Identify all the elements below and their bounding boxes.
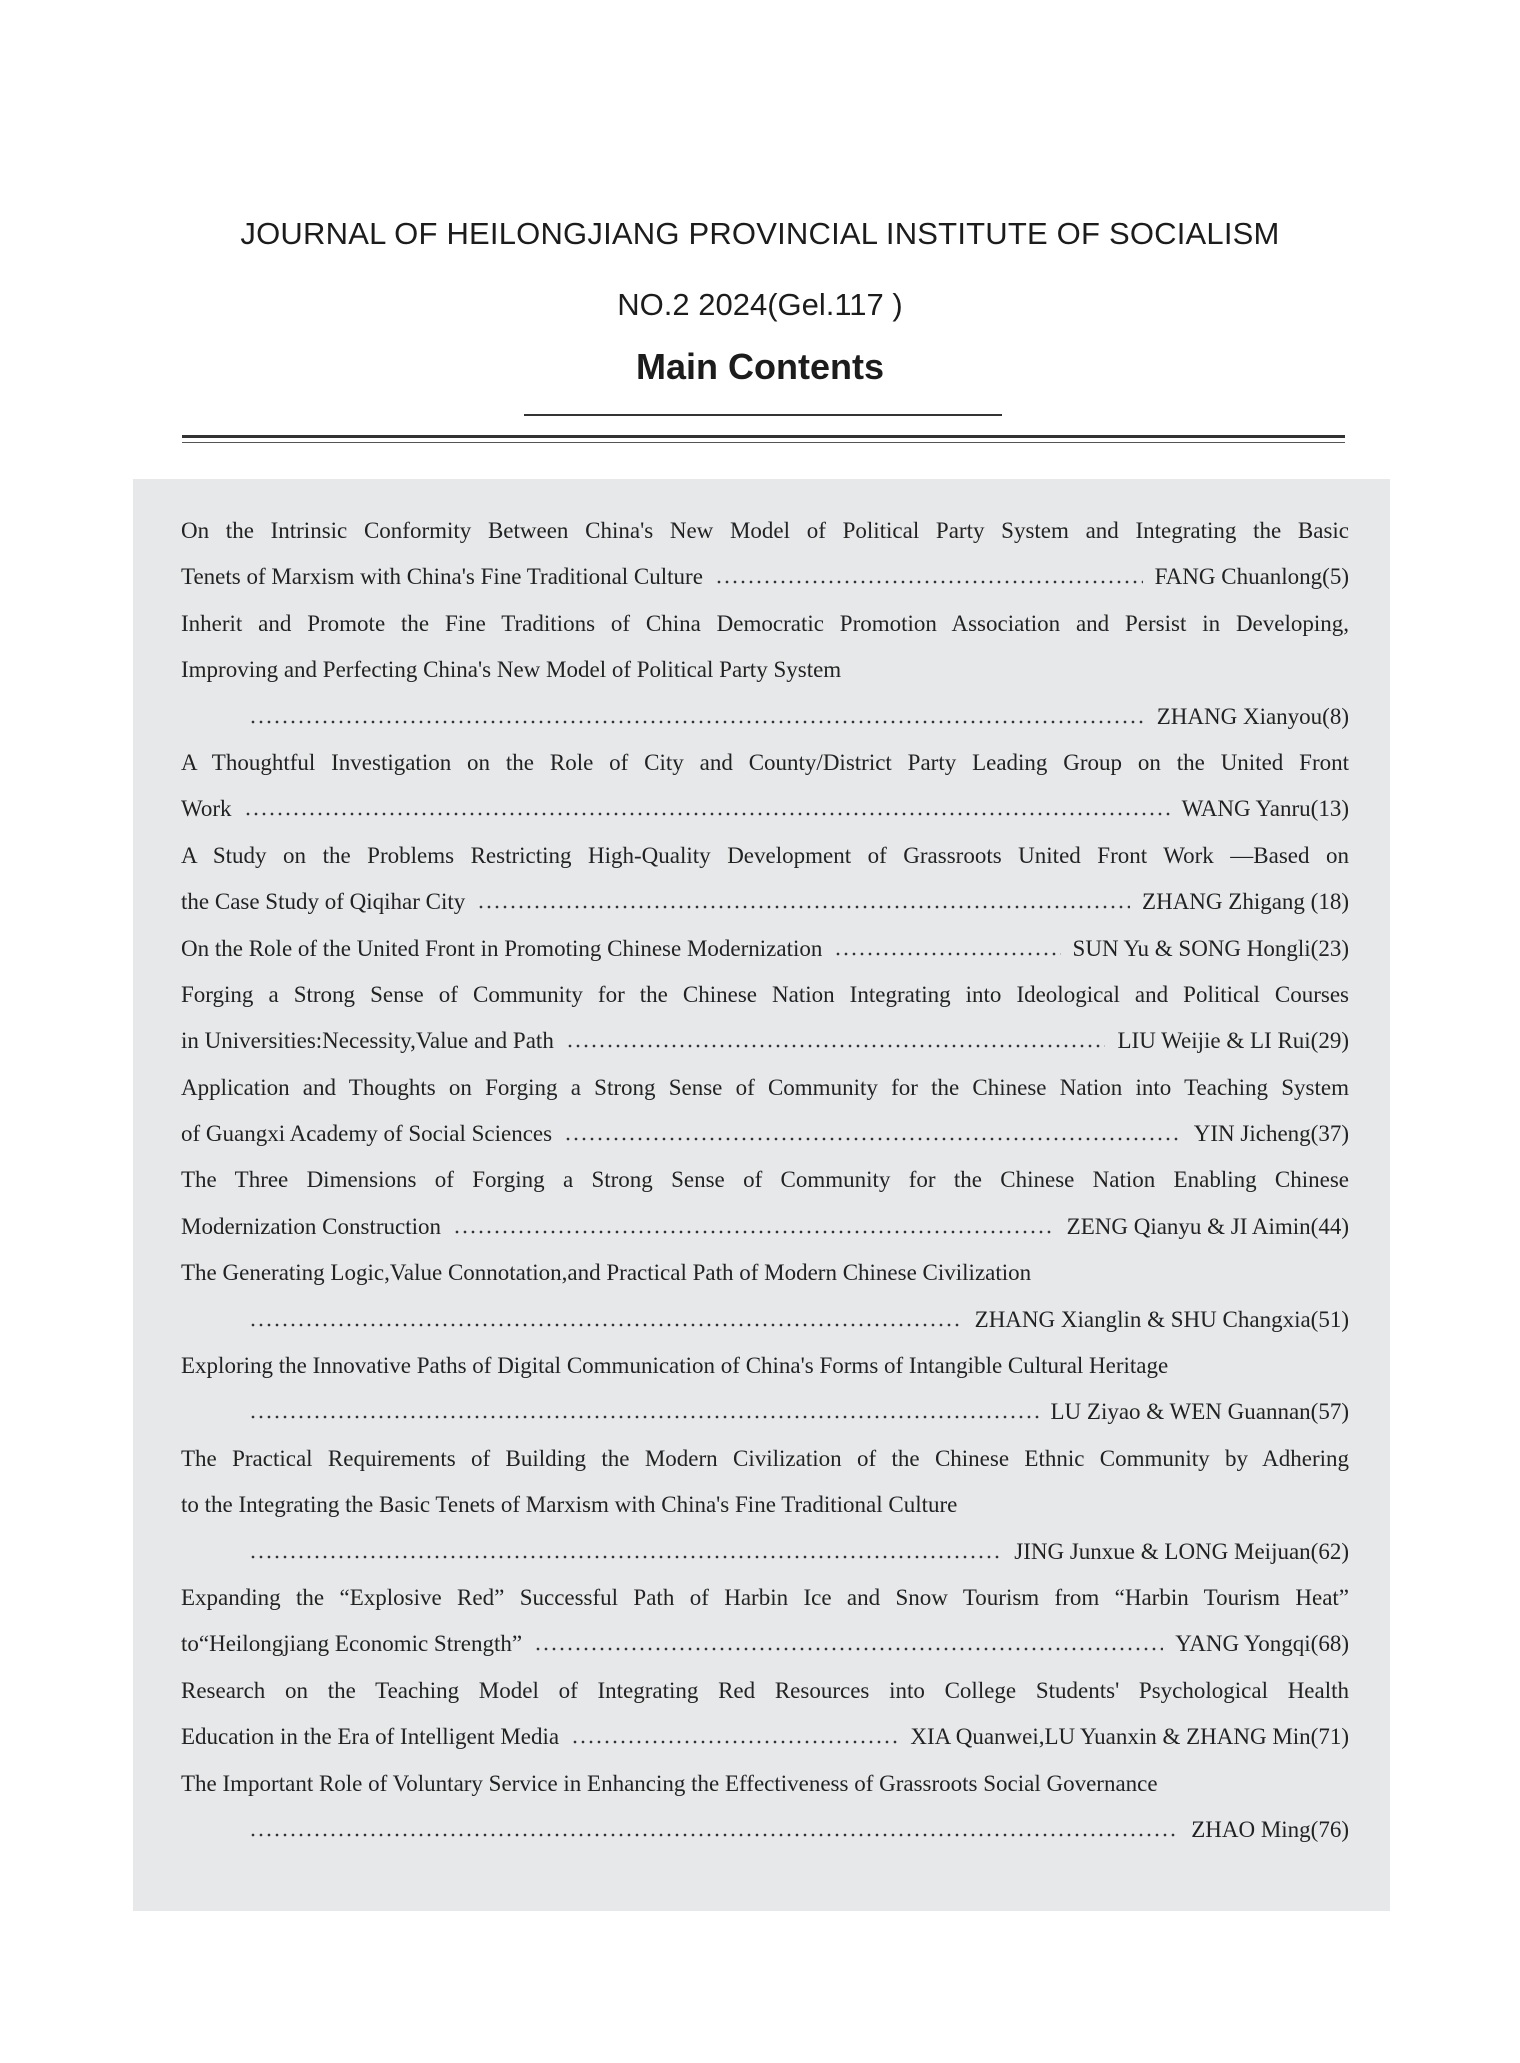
toc-line [181, 1807, 1349, 1853]
toc-line [181, 1065, 1349, 1111]
toc-entry-text: the Case Study of Qiqihar City [181, 889, 466, 915]
toc-entry-text: Forging a Strong Sense of Community for the Chinese Nation Integrating into Ideological and Political Courses [181, 981, 1349, 1007]
toc-entry-author-page: LIU Weijie & LI Rui(29) [1117, 1028, 1349, 1054]
toc-entry-text: of Guangxi Academy of Social Sciences [181, 1121, 553, 1147]
toc-line [181, 786, 1349, 832]
toc-entry-text: Education in the Era of Intelligent Media [181, 1724, 560, 1750]
toc-line [181, 647, 1349, 693]
dot-leader [249, 694, 1145, 740]
toc-entry-text: The Three Dimensions of Forging a Strong Sense of Community for the Chinese Nation Enabling Chinese [181, 1167, 1349, 1193]
toc-entry-author-page: JING Junxue & LONG Meijuan(62) [1014, 1538, 1349, 1564]
dot-leader [244, 786, 1170, 832]
toc-line [181, 1204, 1349, 1250]
toc-entry-author-page: ZHANG Xianyou(8) [1156, 703, 1349, 729]
toc-entry-author-page: LU Ziyao & WEN Guannan(57) [1050, 1399, 1349, 1425]
toc-entry-author-page: ZHANG Zhigang (18) [1142, 889, 1349, 915]
toc-entry-text: to the Integrating the Basic Tenets of Marxism with China's Fine Traditional Culture [181, 1492, 958, 1518]
toc-line [181, 926, 1349, 972]
toc-line [181, 1343, 1349, 1389]
issue-number: NO.2 2024(Gel.117 ) [617, 287, 903, 322]
toc-line [181, 1668, 1349, 1714]
toc-line [181, 1157, 1349, 1203]
dot-leader [566, 1018, 1106, 1064]
toc-line [181, 1761, 1349, 1807]
toc-entry-author-page: ZENG Qianyu & JI Aimin(44) [1066, 1213, 1349, 1239]
toc-entry-text: The Practical Requirements of Building the Modern Civilization of the Chinese Ethnic Community by Adhering [181, 1445, 1349, 1471]
toc-line [181, 694, 1349, 740]
page-title: Main Contents [636, 346, 884, 387]
toc-entry-author-page: YANG Yongqi(68) [1175, 1631, 1349, 1657]
toc-line [181, 879, 1349, 925]
toc-entry-text: The Important Role of Voluntary Service in Enhancing the Effectiveness of Grassroots Social Governance [181, 1770, 1158, 1796]
toc-line [181, 1529, 1349, 1575]
toc-line [181, 1621, 1349, 1667]
dot-leader [477, 879, 1130, 925]
dot-leader [249, 1807, 1179, 1853]
dot-leader [834, 926, 1060, 972]
dot-leader [534, 1621, 1163, 1667]
toc-entry-text: Modernization Construction [181, 1213, 441, 1239]
toc-entry-text: Work [181, 796, 232, 822]
toc-entry-text: Inherit and Promote the Fine Traditions of China Democratic Promotion Association and Persist in Developing, [181, 610, 1349, 636]
toc-line [181, 1482, 1349, 1528]
toc-entry-text: to“Heilongjiang Economic Strength” [181, 1631, 523, 1657]
dot-leader [249, 1297, 963, 1343]
toc-line [181, 601, 1349, 647]
dot-leader [564, 1111, 1182, 1157]
toc-entry-author-page: FANG Chuanlong(5) [1154, 564, 1349, 590]
toc-entry-text: Application and Thoughts on Forging a Strong Sense of Community for the Chinese Nation into Teaching System [181, 1074, 1349, 1100]
toc-line [181, 1436, 1349, 1482]
toc-entry-text: in Universities:Necessity,Value and Path [181, 1028, 554, 1054]
toc-line [181, 1297, 1349, 1343]
toc-entry-text: Expanding the “Explosive Red” Successful Path of Harbin Ice and Snow Tourism from “Harbin Tourism Heat” [181, 1584, 1349, 1610]
journal-title: JOURNAL OF HEILONGJIANG PROVINCIAL INSTITUTE OF SOCIALISM [240, 216, 1280, 251]
toc-entry-text: Tenets of Marxism with China's Fine Traditional Culture [181, 564, 703, 590]
toc-entry-author-page: ZHAO Ming(76) [1191, 1816, 1349, 1842]
toc-line [181, 1714, 1349, 1760]
toc-line [181, 1018, 1349, 1064]
toc-entry-text: The Generating Logic,Value Connotation,and Practical Path of Modern Chinese Civilization [181, 1260, 1032, 1286]
toc-line [181, 508, 1349, 554]
toc-line [181, 833, 1349, 879]
toc-line [181, 1111, 1349, 1157]
toc-entry-text: On the Role of the United Front in Promoting Chinese Modernization [181, 935, 823, 961]
dot-leader [249, 1529, 1002, 1575]
dot-leader [453, 1204, 1055, 1250]
toc-line [181, 554, 1349, 600]
toc-entry-text: A Thoughtful Investigation on the Role of City and County/District Party Leading Group on the United Front [181, 749, 1349, 775]
toc-line [181, 740, 1349, 786]
toc-entry-author-page: SUN Yu & SONG Hongli(23) [1072, 935, 1349, 961]
toc-entry-author-page: XIA Quanwei,LU Yuanxin & ZHANG Min(71) [910, 1724, 1349, 1750]
toc-line [181, 1250, 1349, 1296]
table-of-contents [181, 508, 1349, 1853]
toc-entry-author-page: YIN Jicheng(37) [1193, 1121, 1349, 1147]
dot-leader [571, 1714, 898, 1760]
toc-entry-author-page: ZHANG Xianglin & SHU Changxia(51) [974, 1306, 1349, 1332]
toc-entry-text: Research on the Teaching Model of Integrating Red Resources into College Students' Psychological Health [181, 1677, 1349, 1703]
header-rule-thin [182, 442, 1345, 443]
toc-entry-text: A Study on the Problems Restricting High-Quality Development of Grassroots United Front Work —Based on [181, 842, 1349, 868]
toc-entry-text: Exploring the Innovative Paths of Digital Communication of China's Forms of Intangible Cultural Heritage [181, 1353, 1169, 1379]
toc-line [181, 1389, 1349, 1435]
toc-entry-text: Improving and Perfecting China's New Model of Political Party System [181, 657, 842, 683]
toc-line [181, 972, 1349, 1018]
header-rule-thick [182, 435, 1345, 438]
title-underline [524, 414, 1002, 416]
toc-entry-text: On the Intrinsic Conformity Between China's New Model of Political Party System and Integrating the Basic [181, 518, 1349, 543]
dot-leader [715, 554, 1143, 600]
dot-leader [249, 1389, 1039, 1435]
toc-line [181, 1575, 1349, 1621]
toc-entry-author-page: WANG Yanru(13) [1181, 796, 1349, 822]
